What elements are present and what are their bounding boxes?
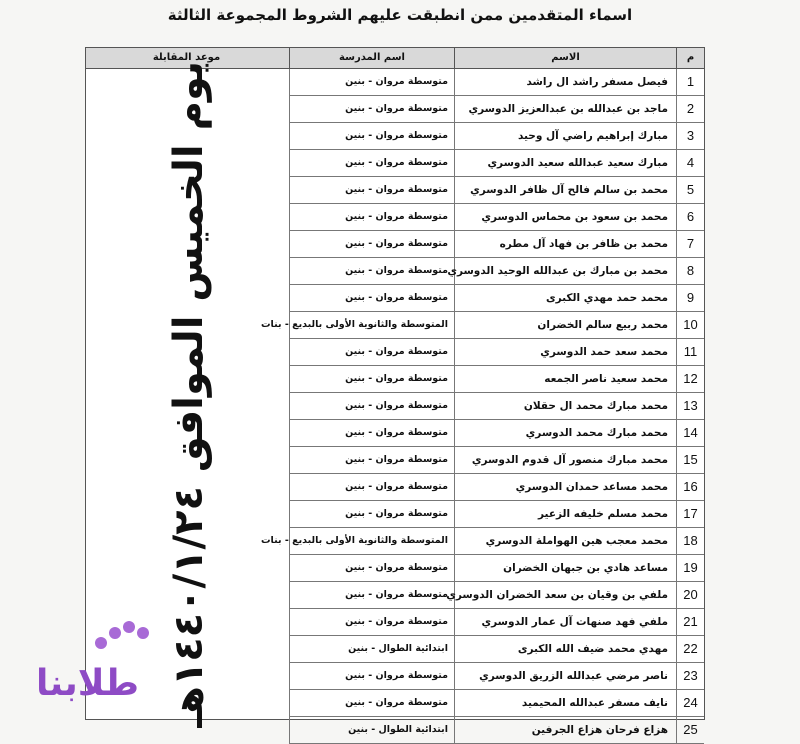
table-row: [289, 663, 704, 690]
school-name: متوسطة مروان - بنين: [289, 96, 454, 122]
logo-dots-icon: [95, 615, 155, 655]
applicant-name: محمد سعيد ناصر الجمعه: [454, 366, 676, 392]
applicant-name: مبارك إبراهيم راضي آل وحيد: [454, 123, 676, 149]
row-number: 9: [676, 285, 704, 311]
applicant-name: محمد بن سعود بن محماس الدوسري: [454, 204, 676, 230]
school-name: ابتدائية الطوال - بنين: [289, 636, 454, 662]
applicant-name: محمد بن مبارك بن عبدالله الوحيد الدوسري: [454, 258, 676, 284]
applicant-name: محمد بن ظافر بن فهاد آل مطره: [454, 231, 676, 257]
applicant-name: ملفي بن وقيان بن سعد الخضران الدوسري: [454, 582, 676, 608]
school-name: متوسطة مروان - بنين: [289, 69, 454, 95]
row-number: 20: [676, 582, 704, 608]
school-name: متوسطة مروان - بنين: [289, 582, 454, 608]
school-name: المتوسطة والثانوية الأولى بالبديع - بنات: [289, 312, 454, 338]
logo-text: طلابنا: [36, 663, 139, 704]
school-name: متوسطة مروان - بنين: [289, 393, 454, 419]
row-number: 16: [676, 474, 704, 500]
row-number: 7: [676, 231, 704, 257]
school-name: متوسطة مروان - بنين: [289, 420, 454, 446]
row-number: 8: [676, 258, 704, 284]
applicant-name: محمد بن سالم فالح آل ظافر الدوسري: [454, 177, 676, 203]
header-name: الاسم: [454, 48, 676, 68]
applicant-name: مساعد هادي بن جبهان الخضران: [454, 555, 676, 581]
table-row: [289, 717, 704, 744]
school-name: متوسطة مروان - بنين: [289, 150, 454, 176]
table-row: [289, 204, 704, 231]
row-number: 22: [676, 636, 704, 662]
school-name: ابتدائية الطوال - بنين: [289, 717, 454, 743]
site-logo: [25, 615, 150, 710]
table-row: [289, 393, 704, 420]
applicant-name: محمد مبارك محمد الدوسري: [454, 420, 676, 446]
table-row: [289, 609, 704, 636]
school-name: متوسطة مروان - بنين: [289, 447, 454, 473]
applicant-name: محمد مبارك منصور آل قدوم الدوسري: [454, 447, 676, 473]
school-name: متوسطة مروان - بنين: [289, 366, 454, 392]
applicants-table: [85, 47, 705, 737]
table-row: [289, 231, 704, 258]
page-title: اسماء المتقدمين ممن انطبقت عليهم الشروط المجموعة الثالثة: [167, 6, 633, 24]
row-number: 2: [676, 96, 704, 122]
row-number: 18: [676, 528, 704, 554]
applicant-name: محمد سعد حمد الدوسري: [454, 339, 676, 365]
table-row: [289, 474, 704, 501]
row-number: 5: [676, 177, 704, 203]
applicant-name: مبارك سعيد عبدالله سعيد الدوسري: [454, 150, 676, 176]
applicant-name: محمد مسلم خليفه الزعير: [454, 501, 676, 527]
table-row: [289, 690, 704, 717]
school-name: متوسطة مروان - بنين: [289, 501, 454, 527]
school-name: متوسطة مروان - بنين: [289, 555, 454, 581]
school-name: متوسطة مروان - بنين: [289, 258, 454, 284]
school-name: متوسطة مروان - بنين: [289, 690, 454, 716]
applicant-name: ناصر مرضي عبدالله الزريق الدوسري: [454, 663, 676, 689]
table-body: [261, 69, 704, 744]
table-row: [289, 339, 704, 366]
table-row: [289, 285, 704, 312]
applicant-name: محمد مبارك محمد ال حقلان: [454, 393, 676, 419]
applicant-name: محمد حمد مهدي الكبرى: [454, 285, 676, 311]
applicant-name: مهدي محمد ضيف الله الكبرى: [454, 636, 676, 662]
row-number: 6: [676, 204, 704, 230]
table-row: [289, 636, 704, 663]
row-number: 3: [676, 123, 704, 149]
row-number: 11: [676, 339, 704, 365]
row-number: 4: [676, 150, 704, 176]
row-number: 23: [676, 663, 704, 689]
row-number: 15: [676, 447, 704, 473]
row-number: 1: [676, 69, 704, 95]
header-interview-date: موعد المقابلة: [152, 52, 221, 63]
table-row: [261, 312, 704, 339]
applicant-name: فيصل مسفر راشد ال راشد: [454, 69, 676, 95]
school-name: المتوسطة والثانوية الأولى بالبديع - بنات: [289, 528, 454, 554]
table-row: [289, 447, 704, 474]
applicant-name: محمد ربيع سالم الخضران: [454, 312, 676, 338]
school-name: متوسطة مروان - بنين: [289, 474, 454, 500]
row-number: 14: [676, 420, 704, 446]
table-row: [289, 555, 704, 582]
table-row: [289, 69, 704, 96]
school-name: متوسطة مروان - بنين: [289, 204, 454, 230]
table-row: [289, 96, 704, 123]
row-number: 13: [676, 393, 704, 419]
row-number: 10: [676, 312, 704, 338]
table-row: [289, 177, 704, 204]
row-number: 25: [676, 717, 704, 743]
row-number: 12: [676, 366, 704, 392]
school-name: متوسطة مروان - بنين: [289, 285, 454, 311]
applicant-name: محمد مساعد حمدان الدوسري: [454, 474, 676, 500]
row-number: 19: [676, 555, 704, 581]
interview-date: يوم الخميس الموافق ١٤٤٠/١/٢٤هـ: [165, 60, 212, 728]
table-row: [289, 501, 704, 528]
school-name: متوسطة مروان - بنين: [289, 123, 454, 149]
school-name: متوسطة مروان - بنين: [289, 609, 454, 635]
table-row: [289, 420, 704, 447]
header-number: م: [676, 48, 704, 68]
row-number: 21: [676, 609, 704, 635]
school-name: متوسطة مروان - بنين: [289, 339, 454, 365]
row-number: 24: [676, 690, 704, 716]
table-row: [261, 528, 704, 555]
table-row: [289, 366, 704, 393]
applicant-name: نايف مسفر عبدالله المحيميد: [454, 690, 676, 716]
applicant-name: هزاع فرحان هزاع الجرفين: [454, 717, 676, 743]
applicant-name: محمد معجب هين الهواملة الدوسري: [454, 528, 676, 554]
table-row: [289, 582, 704, 609]
header-school: اسم المدرسة: [289, 48, 454, 68]
row-number: 17: [676, 501, 704, 527]
school-name: متوسطة مروان - بنين: [289, 231, 454, 257]
school-name: متوسطة مروان - بنين: [289, 177, 454, 203]
table-row: [289, 150, 704, 177]
applicant-name: ملفي فهد صنهات آل عمار الدوسري: [454, 609, 676, 635]
table-row: [289, 258, 704, 285]
school-name: متوسطة مروان - بنين: [289, 663, 454, 689]
table-row: [289, 123, 704, 150]
applicant-name: ماجد بن عبدالله بن عبدالعزيز الدوسري: [454, 96, 676, 122]
